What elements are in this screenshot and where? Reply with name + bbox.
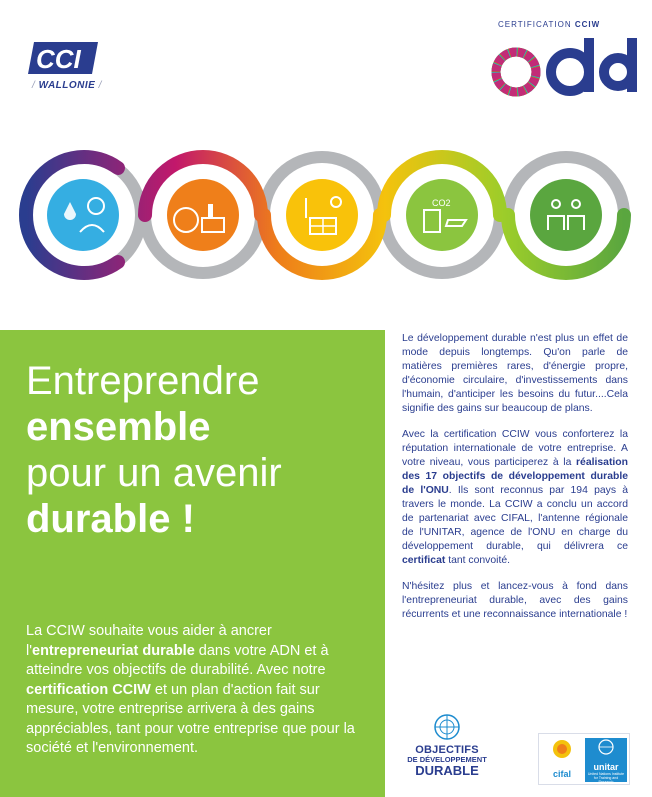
clean-mobility-icon — [406, 179, 478, 251]
sdg-subtitle: DE DÉVELOPPEMENT — [407, 755, 487, 764]
sdg-durable: DURABLE — [415, 763, 479, 778]
certification-label: CERTIFICATION CCIW — [498, 20, 601, 29]
headline-panel — [0, 330, 385, 797]
cci-logo-text: CCI — [36, 44, 81, 74]
cifal-emblem-icon — [551, 738, 573, 762]
sdg-logo — [402, 712, 492, 792]
unitar-logo: unitar United Nations Institute for Training and Research — [585, 738, 627, 782]
svg-text:CO2: CO2 — [432, 198, 451, 208]
odd-certification-logo — [490, 18, 640, 98]
body-paragraph-1: Le développement durable n'est plus un effet de mode depuis longtemps. Qu'on parle de matières premières rares, d'énergie propre, d'économie circulaire, d'investissements dans l'humain, d'anticiper les besoins du futur....Cela signifie des gains sur beaucoup de plans. — [402, 333, 628, 414]
headline-line-4: durable ! — [26, 497, 195, 541]
industry-climate-icon — [167, 179, 239, 251]
water-energy-icon — [47, 179, 119, 251]
cci-region-label: / WALLONIE / — [32, 80, 102, 91]
cci-wallonie-logo — [28, 40, 106, 96]
headline-line-1: Entreprendre — [26, 359, 260, 403]
un-emblem-icon — [432, 712, 462, 742]
headline-line-3: pour un avenir — [26, 451, 282, 495]
people-growth-icon — [530, 179, 602, 251]
partner-logos — [538, 733, 630, 785]
body-paragraph-2: Avec la certification CCIW vous conforterez la réputation internationale de votre entreprise. A votre niveau, vous participerez à la réalisation des 17 objectifs de développement durable de l'ONU. Ils sont reconnus par 194 pays à travers le monde. La CCIW a conclu un accord de partenariat avec CIFAL, l'antenne régionale de l'UNITAR, agence de l'ONU en charge du développement durable, qui délivrera ce certificat tant convoité. — [402, 429, 629, 566]
odd-logo-icon — [490, 32, 640, 98]
cifal-logo: cifal — [543, 738, 581, 782]
cci-logo-icon — [28, 40, 104, 76]
unitar-emblem-icon — [597, 738, 615, 756]
intro-paragraph: La CCIW souhaite vous aider à ancrer l'entrepreneuriat durable dans votre ADN et à atteindre vos objectifs de durabilité. Avec notre certification CCIW et un plan d'action fait sur mesure, votre entreprise arrivera à des gains appréciables, tant pour votre entreprise que pour la société et l'environnement. — [26, 623, 355, 756]
sustainability-circles-banner — [0, 140, 652, 290]
headline-line-2: ensemble — [26, 405, 211, 449]
renewable-energy-icon — [286, 179, 358, 251]
body-text-column — [402, 332, 628, 634]
sdg-title: OBJECTIFS — [415, 744, 479, 756]
body-paragraph-3: N'hésitez plus et lancez-vous à fond dans l'entrepreneuriat durable, avec des gains récurrents et une reconnaissance internationale ! — [402, 581, 628, 620]
headline — [26, 358, 376, 542]
